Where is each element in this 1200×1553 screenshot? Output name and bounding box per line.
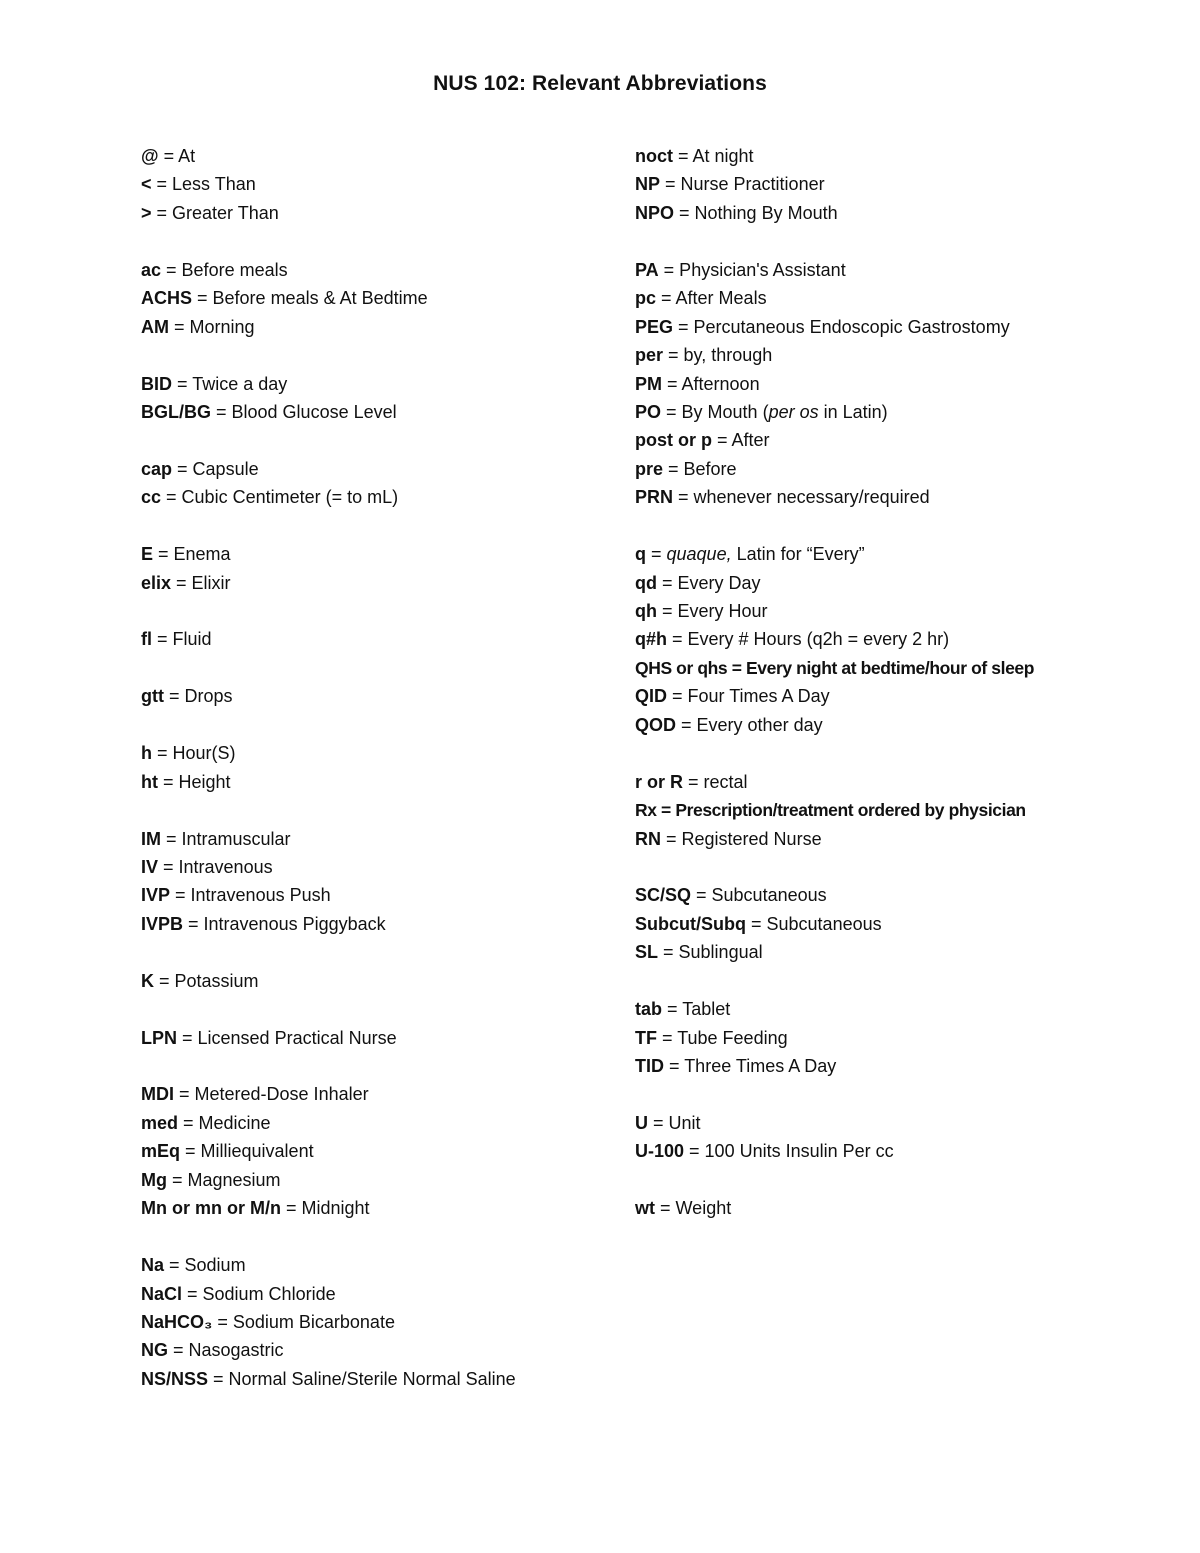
abbreviation-entry [141,853,611,881]
entry-spacer [141,938,611,966]
abbreviation-entry [635,483,1175,511]
abbreviation-meaning: = Elixir [171,572,231,593]
abbreviation-term: post or p [635,430,712,451]
abbreviation-meaning: = Subcutaneous [746,913,882,934]
abbreviation-entry [635,910,1175,938]
abbreviation-meaning: = rectal [683,771,748,792]
abbreviation-entry [635,995,1175,1023]
abbreviation-term: PA [635,259,659,280]
abbreviation-term: AM [141,316,169,337]
abbreviation-meaning: = Subcutaneous [691,885,827,906]
abbreviation-entry [141,1137,611,1165]
abbreviation-term: IVPB [141,913,184,934]
abbreviation-meaning: = Percutaneous Endoscopic Gastrostomy [673,316,1010,337]
abbreviation-term: pc [635,288,657,309]
abbreviation-entry [635,313,1175,341]
abbreviation-entry [141,1166,611,1194]
abbreviation-meaning: = Intravenous Push [170,885,331,906]
abbreviation-entry [635,540,1175,568]
abbreviation-entry [141,370,611,398]
abbreviation-meaning: = Four Times A Day [667,686,830,707]
abbreviation-meaning: = [646,544,667,565]
abbreviation-entry [141,455,611,483]
abbreviation-entry [141,881,611,909]
abbreviation-term: TID [635,1056,664,1076]
abbreviation-term: h [141,743,152,764]
entry-spacer [635,739,1175,767]
abbreviation-entry [635,682,1175,710]
entry-spacer [141,597,611,625]
abbreviation-term: fl [141,629,152,650]
abbreviation-term: tab [635,999,662,1020]
abbreviation-meaning: = By Mouth ( [661,401,769,422]
abbreviation-meaning: = Afternoon [662,373,760,394]
abbreviation-term: BGL/BG [141,401,211,422]
document-title: NUS 102: Relevant Abbreviations [433,72,767,95]
abbreviation-entry [141,483,611,511]
abbreviation-term: wt [635,1198,655,1219]
abbreviation-entry [635,199,1175,227]
abbreviation-meaning: = Every # Hours (q2h = every 2 hr) [667,629,950,650]
abbreviation-meaning: = Drops [163,686,233,707]
abbreviation-meaning: = 100 Units Insulin Per cc [684,1141,894,1162]
abbreviation-term: Na [141,1255,165,1276]
abbreviation-term: ac [141,259,162,280]
abbreviation-term: PM [635,373,662,394]
abbreviation-entry [635,597,1175,625]
abbreviation-meaning: = Cubic Centimeter (= to mL) [161,487,399,508]
abbreviation-term: Rx [635,800,657,821]
abbreviation-italic-term: per os [768,401,819,422]
abbreviation-meaning: = Potassium [154,970,259,991]
entry-spacer [141,1223,611,1251]
abbreviation-term: U [635,1112,648,1133]
abbreviation-entry [141,540,611,568]
abbreviation-entry [141,284,611,312]
abbreviation-entry [141,1308,611,1336]
abbreviation-entry [635,1137,1175,1165]
abbreviation-entry [141,1024,611,1052]
abbreviation-term: NG [141,1340,168,1361]
abbreviation-term: med [141,1112,179,1133]
abbreviation-meaning: = Greater Than [151,202,279,223]
abbreviation-entry [141,256,611,284]
abbreviation-entry [141,313,611,341]
abbreviation-entry [141,625,611,653]
abbreviation-term: ht [141,771,158,792]
abbreviation-meaning: = Enema [153,544,231,565]
abbreviation-term: QOD [635,714,677,735]
abbreviation-meaning: = Medicine [178,1112,271,1133]
abbreviation-entry [141,1336,611,1364]
abbreviation-term: IV [141,856,159,877]
abbreviation-term: @ [141,146,159,166]
entry-spacer [141,512,611,540]
abbreviation-meaning: = Tube Feeding [657,1027,788,1048]
abbreviation-term: NPO [635,202,675,223]
abbreviation-entry [141,768,611,796]
abbreviation-meaning: = Physician's Assistant [658,259,846,280]
abbreviation-entry [635,341,1175,369]
left-column [141,142,611,1393]
abbreviation-entry [141,1194,611,1222]
abbreviation-term: PRN [635,487,674,508]
abbreviation-term: NaHCO₃ [141,1311,213,1332]
abbreviation-meaning: = Intravenous Piggyback [183,913,386,934]
abbreviation-meaning: = Every Hour [657,601,768,621]
abbreviation-meaning: = Nothing By Mouth [674,202,838,223]
abbreviation-meaning: = Before meals [161,259,288,280]
abbreviation-term: E [141,544,154,565]
abbreviation-entry [635,881,1175,909]
abbreviation-entry [141,1109,611,1137]
abbreviation-entry [141,1280,611,1308]
abbreviation-entry [141,825,611,853]
abbreviation-term: QHS or qhs [635,657,728,678]
abbreviation-term: NaCl [141,1283,183,1304]
abbreviation-meaning: = Nasogastric [168,1340,284,1361]
abbreviation-term: qh [635,601,657,621]
abbreviation-meaning: = Every night at bedtime/hour of sleep [727,657,1035,678]
entry-spacer [141,711,611,739]
abbreviation-meaning: = Hour(S) [152,743,236,764]
abbreviation-meaning: = Sublingual [658,942,763,963]
abbreviation-entry [635,938,1175,966]
abbreviation-entry [635,1194,1175,1222]
abbreviation-term: SL [635,942,659,963]
entry-spacer [141,1052,611,1080]
abbreviation-meaning: = Tablet [662,999,731,1020]
abbreviation-entry [635,256,1175,284]
abbreviation-meaning: = At [158,146,196,166]
abbreviation-entry [141,967,611,995]
abbreviation-term: ACHS [141,288,193,309]
abbreviation-entry [635,455,1175,483]
entry-spacer [635,1166,1175,1194]
abbreviation-meaning-tail: in Latin) [818,401,888,422]
abbreviation-term: Mg [141,1169,167,1190]
abbreviation-meaning: = After Meals [656,288,767,309]
abbreviation-meaning-tail: Latin for “Every” [731,544,865,565]
abbreviation-meaning: = Registered Nurse [661,828,822,849]
abbreviation-meaning: = Less Than [151,174,256,195]
abbreviation-entry [635,796,1175,824]
abbreviation-meaning: = Normal Saline/Sterile Normal Saline [208,1368,516,1389]
abbreviation-entry [141,170,611,198]
abbreviation-term: elix [141,572,172,593]
abbreviation-term: IVP [141,885,171,906]
right-column [635,142,1175,1223]
abbreviation-entry [141,739,611,767]
abbreviation-term: SC/SQ [635,885,692,906]
abbreviation-entry [635,654,1175,682]
abbreviation-entry [635,1052,1175,1080]
entry-spacer [635,853,1175,881]
abbreviation-term: Mn or mn or M/n [141,1198,281,1219]
abbreviation-term: IM [141,828,161,849]
abbreviation-meaning: = Metered-Dose Inhaler [174,1084,369,1105]
abbreviation-meaning: = Every Day [657,572,761,593]
abbreviation-entry [635,768,1175,796]
abbreviation-meaning: = Before meals & At Bedtime [192,288,428,309]
abbreviation-entry [141,1251,611,1279]
abbreviation-meaning: = Before [663,458,737,479]
abbreviation-entry [635,284,1175,312]
abbreviation-term: r or R [635,771,684,792]
abbreviation-entry [635,1024,1175,1052]
abbreviation-term: PO [635,401,662,422]
abbreviation-entry [635,426,1175,454]
abbreviation-entry [635,825,1175,853]
abbreviation-entry [635,569,1175,597]
entry-spacer [141,426,611,454]
abbreviation-entry [141,682,611,710]
abbreviation-entry [141,398,611,426]
abbreviation-entry [635,1109,1175,1137]
entry-spacer [141,654,611,682]
abbreviation-meaning: = Milliequivalent [180,1141,314,1162]
abbreviation-italic-term: quaque, [666,544,732,565]
abbreviation-term: BID [141,373,172,394]
abbreviation-term: TF [635,1027,657,1048]
abbreviation-entry [635,398,1175,426]
abbreviation-meaning: = Fluid [152,629,212,650]
abbreviation-meaning: = Blood Glucose Level [211,401,397,422]
abbreviation-entry [141,569,611,597]
abbreviation-meaning: = Magnesium [167,1169,281,1190]
entry-spacer [635,512,1175,540]
abbreviation-term: q#h [635,629,668,650]
abbreviation-term: LPN [141,1027,177,1048]
abbreviation-term: per [635,345,664,366]
abbreviation-term: cap [141,458,173,479]
abbreviation-meaning: = Capsule [172,458,259,479]
abbreviation-term: noct [635,146,673,166]
abbreviation-term: cc [141,487,162,508]
abbreviation-term: q [635,544,646,565]
abbreviation-meaning: = Intramuscular [161,828,291,849]
entry-spacer [635,1080,1175,1108]
abbreviation-term: MDI [141,1084,174,1105]
abbreviation-meaning: = Midnight [280,1198,370,1219]
abbreviation-term: mEq [141,1141,181,1162]
entry-spacer [141,227,611,255]
abbreviation-meaning: = Weight [655,1198,732,1219]
abbreviation-term: K [141,970,154,991]
abbreviation-term: U-100 [635,1141,685,1162]
abbreviation-meaning: = At night [673,146,754,166]
abbreviation-entry [635,370,1175,398]
abbreviation-meaning: = by, through [663,345,773,366]
abbreviation-entry [635,711,1175,739]
abbreviation-term: qd [635,572,657,593]
abbreviation-term: > [141,202,152,223]
abbreviation-meaning: = After [712,430,770,451]
abbreviation-entry [141,142,611,170]
abbreviation-term: NP [635,174,661,195]
abbreviation-term: QID [635,686,668,707]
abbreviation-term: gtt [141,686,164,707]
abbreviation-meaning: = Three Times A Day [664,1056,837,1076]
abbreviation-term: NS/NSS [141,1368,209,1389]
abbreviation-entry [141,1365,611,1393]
abbreviation-term: Subcut/Subq [635,913,746,934]
abbreviation-meaning: = Prescription/treatment ordered by physician [656,800,1026,821]
abbreviation-entry [635,170,1175,198]
abbreviation-meaning: = Sodium Chloride [182,1283,336,1304]
entry-spacer [141,796,611,824]
abbreviation-meaning: = Morning [169,316,255,337]
abbreviation-term: pre [635,458,664,479]
abbreviation-entry [141,199,611,227]
entry-spacer [141,995,611,1023]
abbreviation-term: < [141,174,152,195]
abbreviation-meaning: = Intravenous [158,856,273,877]
abbreviation-meaning: = Sodium Bicarbonate [212,1311,395,1332]
abbreviation-meaning: = whenever necessary/required [673,487,930,508]
abbreviation-meaning: = Unit [648,1112,701,1133]
abbreviation-meaning: = Height [158,771,231,792]
abbreviation-entry [635,142,1175,170]
abbreviation-term: RN [635,828,661,849]
entry-spacer [635,967,1175,995]
abbreviation-meaning: = Every other day [676,714,823,735]
abbreviation-entry [141,1080,611,1108]
abbreviation-meaning: = Licensed Practical Nurse [177,1027,397,1048]
abbreviation-meaning: = Twice a day [172,373,288,394]
abbreviation-entry [141,910,611,938]
entry-spacer [141,341,611,369]
entry-spacer [635,227,1175,255]
abbreviation-entry [635,625,1175,653]
abbreviation-term: PEG [635,316,674,337]
abbreviation-meaning: = Nurse Practitioner [660,174,825,195]
abbreviation-meaning: = Sodium [164,1255,246,1276]
